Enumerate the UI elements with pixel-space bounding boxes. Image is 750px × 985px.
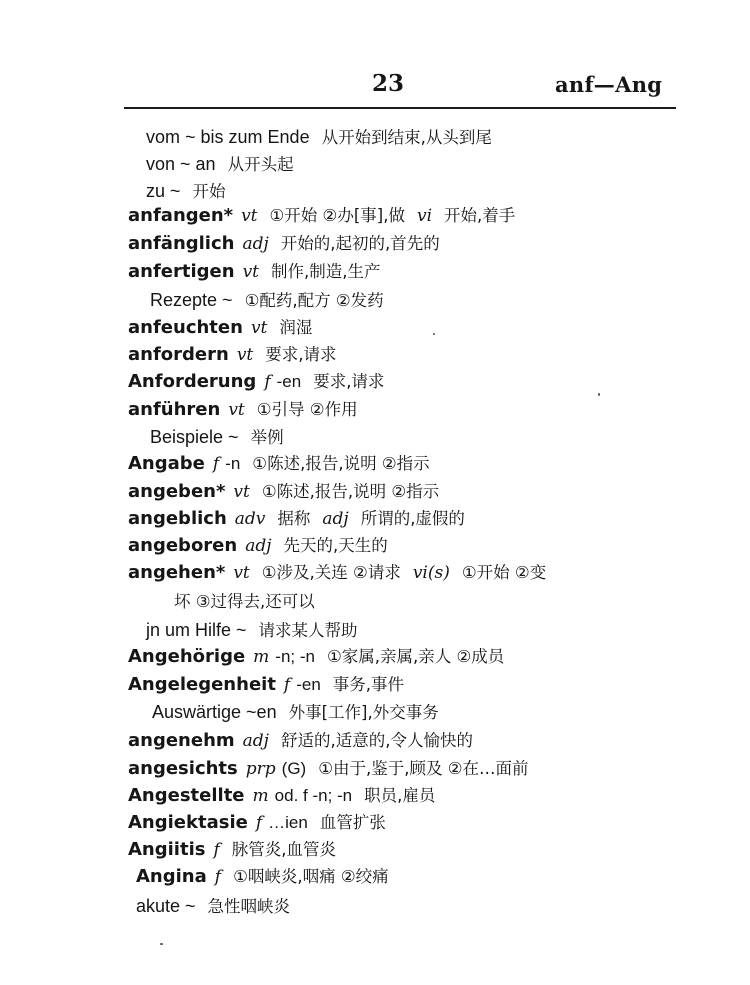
translation: 开始 — [192, 182, 226, 201]
inflection: -en — [296, 675, 321, 694]
translation: ①陈述,报告,说明 ②指示 — [261, 482, 440, 501]
part-of-speech: vt — [236, 345, 254, 365]
part-of-speech-secondary: adj — [322, 509, 349, 529]
translation: 职员,雇员 — [364, 786, 436, 805]
part-of-speech: vt — [228, 400, 245, 420]
translation: 先天的,天生的 — [283, 536, 388, 555]
phrase: Auswärtige ~en — [152, 702, 277, 722]
entry-line — [146, 619, 358, 642]
headword: Angiitis — [128, 839, 206, 860]
part-of-speech: vt — [241, 206, 258, 226]
translation: ①咽峡炎,咽痛 ②绞痛 — [233, 867, 389, 886]
part-of-speech: f — [264, 372, 271, 392]
part-of-speech: f — [255, 813, 263, 833]
inflection: (G) — [281, 759, 307, 778]
translation: 润湿 — [279, 318, 313, 337]
phrase: jn um Hilfe ~ — [146, 620, 247, 640]
translation: ①配药,配方 ②发药 — [244, 291, 384, 310]
entry-line — [128, 371, 384, 393]
headword: angesichts — [128, 758, 238, 779]
headword: angeblich — [128, 508, 227, 529]
headword: Angabe — [128, 453, 205, 474]
entry-line — [128, 839, 336, 861]
headword: Angestellte — [128, 785, 245, 806]
phrase: vom ~ bis zum Ende — [146, 127, 310, 147]
page-number: 23 — [372, 70, 405, 97]
inflection: -n; -n — [275, 647, 315, 666]
headword: anfordern — [128, 344, 229, 365]
part-of-speech: vt — [242, 262, 259, 282]
entry-line — [146, 126, 492, 149]
part-of-speech: f — [283, 675, 291, 695]
translation: 开始的,起初的,首先的 — [280, 234, 440, 253]
headword: Anforderung — [128, 371, 257, 392]
inflection: -en — [276, 372, 302, 391]
phrase: zu ~ — [146, 181, 181, 201]
headword: anfangen* — [128, 205, 234, 226]
headword: anfertigen — [128, 261, 235, 282]
part-of-speech-secondary: vi — [416, 206, 433, 226]
entry-line — [146, 153, 294, 176]
part-of-speech: adv — [234, 509, 266, 529]
print-speck — [598, 393, 600, 396]
part-of-speech: adj — [242, 234, 269, 254]
part-of-speech: vt — [250, 318, 268, 338]
translation: 舒适的,适意的,令人愉快的 — [280, 731, 473, 750]
headword: Angehörige — [128, 646, 246, 667]
translation: 从开始到结束,从头到尾 — [321, 128, 492, 147]
phrase: akute ~ — [136, 896, 196, 916]
inflection: -n — [225, 454, 241, 473]
translation: ①陈述,报告,说明 ②指示 — [252, 454, 430, 473]
headword: Angelegenheit — [128, 674, 276, 695]
part-of-speech: prp — [245, 759, 276, 779]
translation: 外事[工作],外交事务 — [288, 703, 439, 722]
headword: angehen* — [128, 562, 226, 583]
translation: 据称 — [277, 509, 311, 528]
entry-line — [146, 180, 226, 203]
entry-line — [128, 317, 312, 339]
translation-secondary: 开始,着手 — [444, 206, 516, 225]
translation: 请求某人帮助 — [258, 621, 358, 640]
entry-line — [128, 785, 435, 807]
translation-secondary: ①开始 ②变 — [461, 563, 547, 582]
translation: 举例 — [250, 428, 284, 447]
entry-line — [128, 562, 546, 584]
translation: 血管扩张 — [319, 813, 386, 832]
translation: ①涉及,关连 ②请求 — [261, 563, 401, 582]
header-rule — [124, 107, 676, 109]
entry-line — [128, 399, 358, 421]
entry-line — [136, 895, 290, 918]
phrase: Rezepte ~ — [150, 290, 233, 310]
part-of-speech: m — [253, 647, 270, 667]
entry-line — [128, 535, 388, 557]
headword: angenehm — [128, 730, 235, 751]
entry-line — [152, 701, 439, 724]
headword: angeben* — [128, 481, 226, 502]
headword: anführen — [128, 399, 221, 420]
part-of-speech: vt — [233, 482, 250, 502]
translation: 要求,请求 — [265, 345, 337, 364]
inflection: od. f -n; -n — [274, 786, 353, 805]
entry-line — [128, 646, 504, 668]
entry-line — [150, 426, 284, 449]
part-of-speech: adj — [245, 536, 272, 556]
translation: 要求,请求 — [313, 372, 385, 391]
translation: 脉管炎,血管炎 — [231, 840, 337, 859]
entry-line — [128, 508, 465, 530]
headword: anfänglich — [128, 233, 235, 254]
part-of-speech: f — [212, 454, 220, 474]
entry-line — [128, 812, 386, 834]
part-of-speech: f — [214, 867, 222, 887]
translation: 事务,事件 — [332, 675, 405, 694]
entry-line — [136, 866, 389, 888]
entry-line — [128, 674, 404, 696]
part-of-speech: m — [252, 786, 269, 806]
headword: angeboren — [128, 535, 238, 556]
headword: anfeuchten — [128, 317, 243, 338]
entry-line — [128, 261, 381, 283]
translation: 从开头起 — [227, 155, 294, 174]
entry-line — [128, 205, 515, 227]
translation: ①引导 ②作用 — [256, 400, 358, 419]
headword: Angina — [136, 866, 207, 887]
headword: Angiektasie — [128, 812, 248, 833]
entry-line — [150, 289, 384, 312]
entry-line — [128, 233, 440, 255]
part-of-speech-secondary: vi(s) — [412, 563, 450, 583]
translation: 坏 ③过得去,还可以 — [174, 592, 315, 611]
entry-line — [174, 591, 315, 613]
part-of-speech: f — [213, 840, 220, 860]
translation: 急性咽峡炎 — [207, 897, 291, 916]
entry-line — [128, 758, 529, 780]
entry-line — [128, 344, 337, 366]
phrase: Beispiele ~ — [150, 427, 239, 447]
running-head: anf—Ang — [555, 72, 663, 97]
entry-line — [128, 481, 439, 503]
entry-line — [128, 730, 473, 752]
phrase: von ~ an — [146, 154, 216, 174]
translation-secondary: 所谓的,虚假的 — [360, 509, 465, 528]
translation: ①由于,鉴于,顾及 ②在…面前 — [318, 759, 529, 778]
part-of-speech: vt — [233, 563, 250, 583]
translation: ①家属,亲属,亲人 ②成员 — [326, 647, 505, 666]
print-speck — [433, 333, 435, 335]
translation: ①开始 ②办[事],做 — [269, 206, 405, 225]
part-of-speech: adj — [242, 731, 269, 751]
translation: 制作,制造,生产 — [271, 262, 381, 281]
inflection: …ien — [268, 813, 308, 832]
print-speck — [160, 943, 163, 945]
entry-line — [128, 453, 430, 475]
